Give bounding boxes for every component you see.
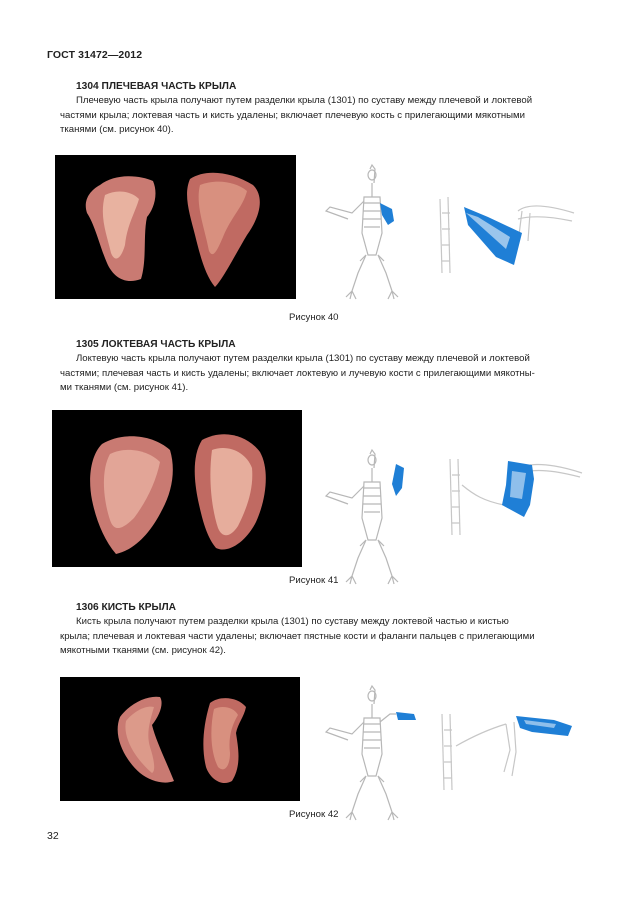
wing-detail-icon (436, 710, 576, 790)
bird-skeleton-icon (322, 448, 422, 586)
text-line: крыла; плечевая и локтевая части удалены; включает пястные кости и фаланги пальцев с прилегающими (60, 630, 535, 642)
text-line: мякотными тканями (см. рисунок 42). (60, 645, 226, 656)
figure-41-photo (52, 410, 302, 567)
bird-skeleton-icon (322, 163, 422, 301)
section-title-1306: 1306 КИСТЬ КРЫЛА (76, 602, 177, 613)
figure-40-skeleton (322, 163, 422, 301)
figure-40-caption: Рисунок 40 (289, 312, 339, 323)
text-line: ми тканями (см. рисунок 41). (60, 382, 189, 393)
figure-40-wing-detail (438, 193, 578, 273)
figure-40-photo (55, 155, 296, 299)
text-line: тканями (см. рисунок 40). (60, 124, 174, 135)
figure-41-caption: Рисунок 41 (289, 575, 339, 586)
text-line: частями; плечевая часть и кисть удалены; включает локтевую и лучевую кости с прилегающими мякотны- (60, 367, 535, 379)
figure-42-photo (60, 677, 300, 801)
bird-skeleton-icon (322, 684, 422, 822)
wing-detail-icon (438, 193, 578, 273)
figure-42-wing-detail (436, 710, 576, 790)
section-title-1304: 1304 ПЛЕЧЕВАЯ ЧАСТЬ КРЫЛА (76, 81, 237, 92)
section-text-1304 (60, 94, 580, 138)
text-line: Кисть крыла получают путем разделки крыла (1301) по суставу между локтевой частью и кистью (76, 616, 509, 627)
section-text-1306 (60, 615, 580, 659)
figure-41-wing-detail (444, 455, 584, 535)
standard-header: ГОСТ 31472—2012 (47, 49, 143, 61)
page-number: 32 (47, 830, 59, 842)
text-line: Плечевую часть крыла получают путем разделки крыла (1301) по суставу между плечевой и локтевой (76, 95, 533, 106)
figure-42-skeleton (322, 684, 422, 822)
section-title-1305: 1305 ЛОКТЕВАЯ ЧАСТЬ КРЫЛА (76, 339, 236, 350)
text-line: Локтевую часть крыла получают путем разделки крыла (1301) по суставу между плечевой и локтевой (76, 353, 530, 364)
section-text-1305 (60, 352, 580, 396)
text-line: частями крыла; локтевая часть и кисть удалены; включает плечевую кость с прилегающими мякотными (60, 109, 525, 121)
figure-42-caption: Рисунок 42 (289, 809, 339, 820)
figure-41-skeleton (322, 448, 422, 586)
wing-detail-icon (444, 455, 584, 535)
